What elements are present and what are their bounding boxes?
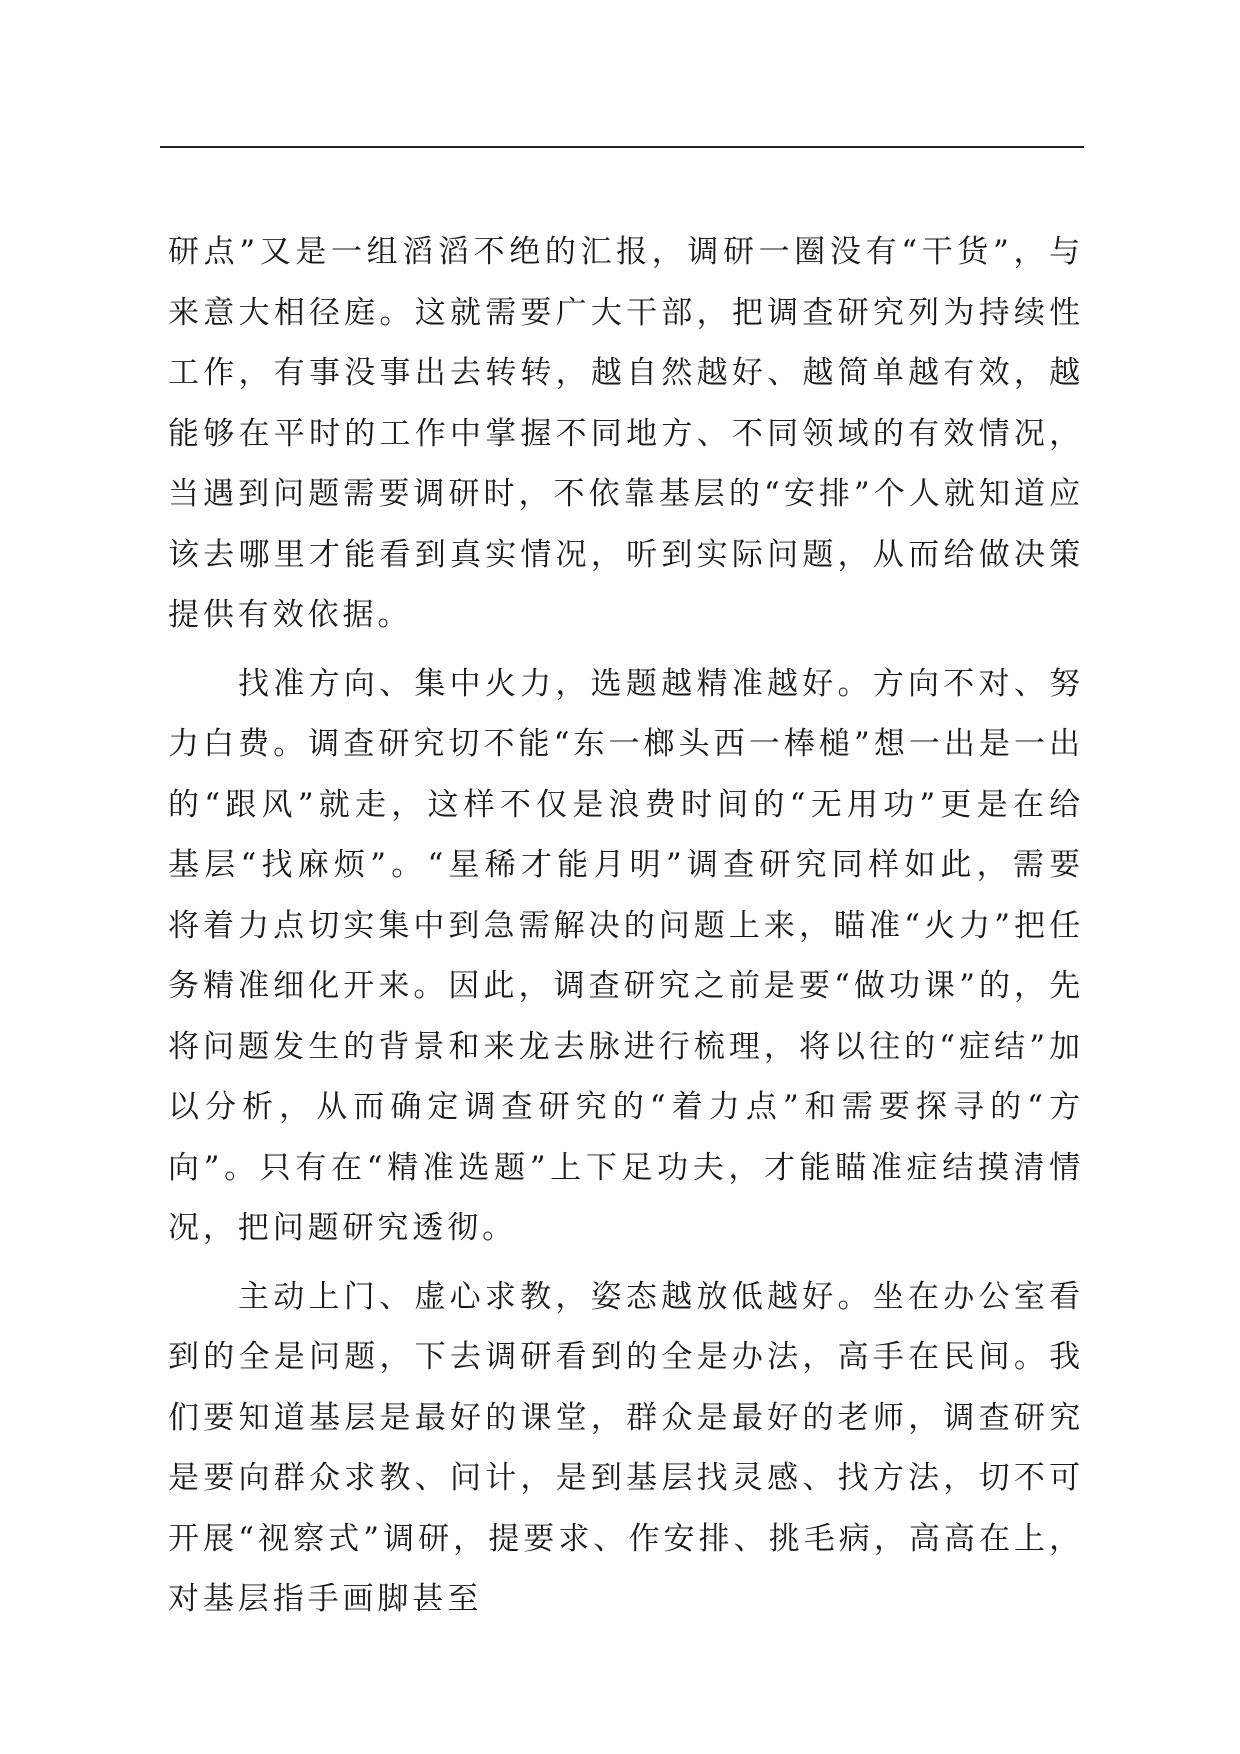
header-rule <box>160 146 1084 148</box>
paragraph-3: 主动上门、虚心求教，姿态越放低越好。坐在办公室看到的全是问题，下去调研看到的全是办法，高手在民间。我们要知道基层是最好的课堂，群众是最好的老师，调查研究是要向群众求教、问计，是到基层找灵感、找方法，切不可开展“视察式”调研，提要求、作安排、挑毛病，高高在上，对基层指手画脚甚至 <box>168 1278 1084 1617</box>
document-body <box>168 222 1084 1638</box>
paragraph-2: 找准方向、集中火力，选题越精准越好。方向不对、努力白费。调查研究切不能“东一榔头西一棒槌”想一出是一出的“跟风”就走，这样不仅是浪费时间的“无用功”更是在给基层“找麻烦”。“星稀才能月明”调查研究同样如此，需要将着力点切实集中到急需解决的问题上来，瞄准“火力”把任务精准细化开来。因此，调查研究之前是要“做功课”的，先将问题发生的背景和来龙去脉进行梳理，将以往的“症结”加以分析，从而确定调查研究的“着力点”和需要探寻的“方向”。只有在“精准选题”上下足功夫，才能瞄准症结摸清情况，把问题研究透彻。 <box>168 665 1084 1246</box>
paragraph-1: 研点”又是一组滔滔不绝的汇报，调研一圈没有“干货”，与来意大相径庭。这就需要广大干部，把调查研究列为持续性工作，有事没事出去转转，越自然越好、越简单越有效，越能够在平时的工作中掌握不同地方、不同领域的有效情况，当遇到问题需要调研时，不依靠基层的“安排”个人就知道应该去哪里才能看到真实情况，听到实际问题，从而给做决策提供有效依据。 <box>168 234 1084 633</box>
